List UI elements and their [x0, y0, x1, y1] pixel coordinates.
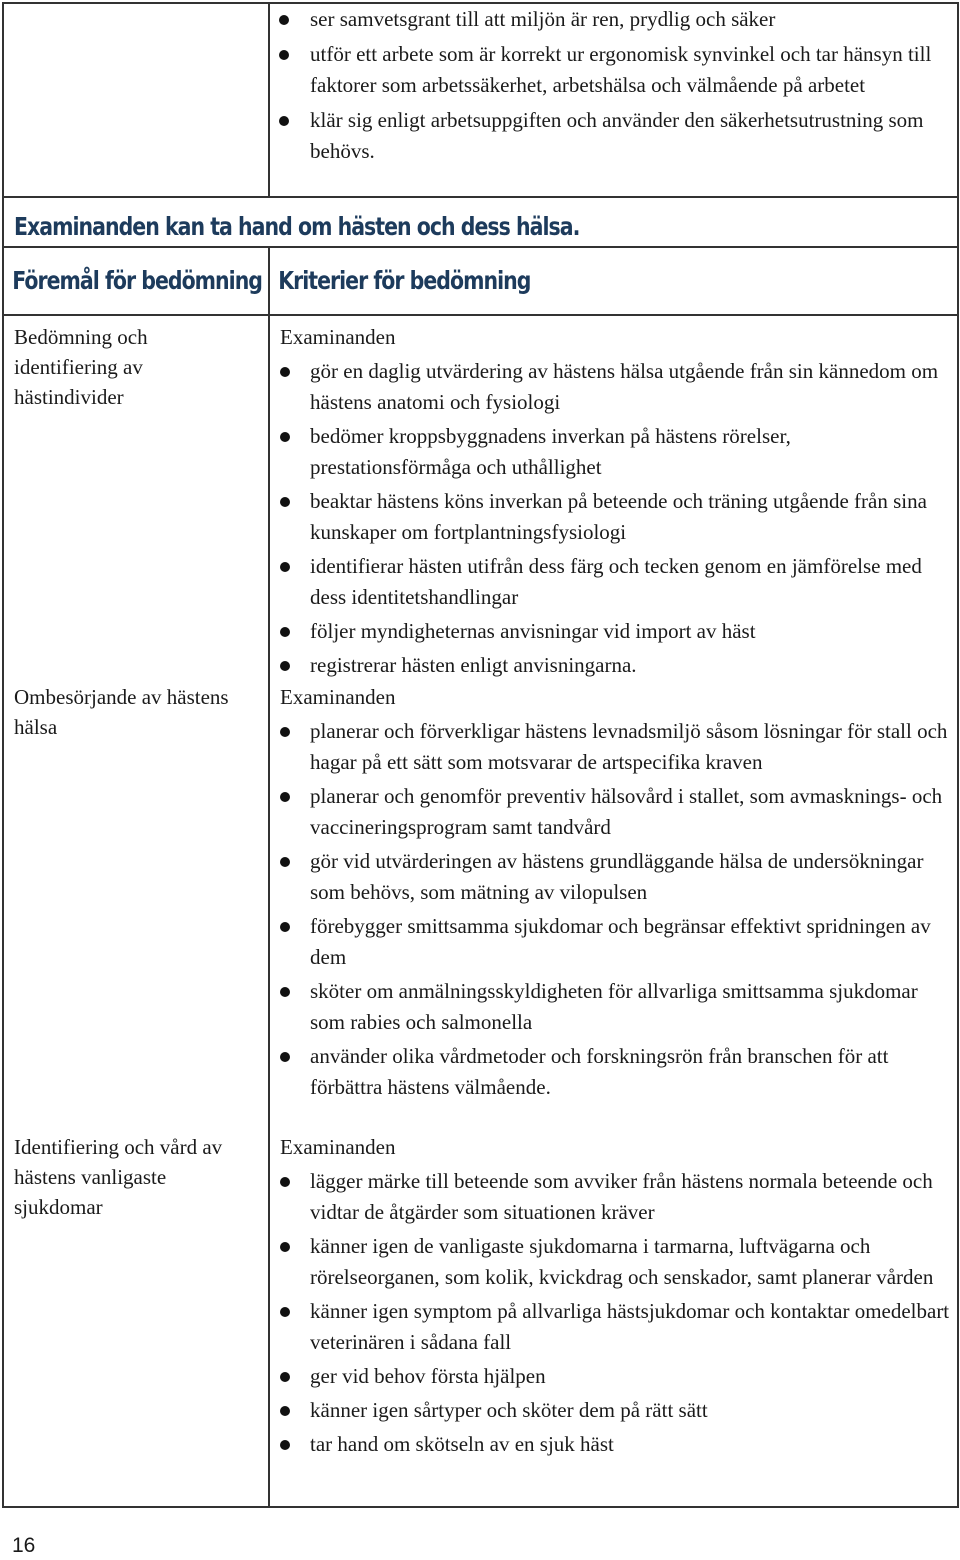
list-item: ser samvetsgrant till att miljön är ren, prydlig och säker	[270, 4, 957, 35]
subject-column	[3, 315, 269, 1507]
list-item: klär sig enligt arbetsuppgiften och använder den säkerhetsutrustning som behövs.	[270, 105, 957, 167]
list-item: ger vid behov första hjälpen	[280, 1361, 950, 1392]
list-item: planerar och genomför preventiv hälsovård i stallet, som avmasknings- och vaccineringsprogram samt tandvård	[280, 781, 950, 843]
list-item: registrerar hästen enligt anvisningarna.	[280, 650, 950, 681]
subject-item: Bedömning och identifiering av hästindivider	[14, 325, 148, 409]
criteria-list	[280, 1166, 950, 1460]
subject-item: Identifiering och vård av hästens vanligaste sjukdomar	[14, 1135, 223, 1219]
criteria-column-header: Kriterier för bedömning	[278, 266, 531, 295]
subject-column-header: Föremål för bedömning	[12, 266, 263, 295]
criteria-list	[280, 716, 950, 1103]
list-item: förebygger smittsamma sjukdomar och begränsar effektivt spridningen av dem	[280, 911, 950, 973]
list-item: känner igen sårtyper och sköter dem på rätt sätt	[280, 1395, 950, 1426]
top-right-cell	[269, 3, 958, 197]
top-left-empty-cell	[3, 3, 269, 197]
list-item: känner igen symptom på allvarliga hästsjukdomar och kontaktar omedelbart veterinären i sådana fall	[280, 1296, 950, 1358]
top-continuation-row	[3, 3, 958, 197]
subject-header-cell	[3, 247, 269, 315]
list-item: bedömer kroppsbyggnadens inverkan på hästens rörelser, prestationsförmåga och uthållighet	[280, 421, 950, 483]
list-item: följer myndigheternas anvisningar vid import av häst	[280, 616, 950, 647]
list-item: tar hand om skötseln av en sjuk häst	[280, 1429, 950, 1460]
subject-item: Ombesörjande av hästens hälsa	[14, 685, 229, 739]
criteria-intro: Examinanden	[280, 685, 396, 709]
top-bullet-list	[270, 4, 957, 167]
criteria-intro: Examinanden	[280, 1135, 396, 1159]
criteria-column	[269, 315, 958, 1507]
list-item: sköter om anmälningsskyldigheten för allvarliga smittsamma sjukdomar som rabies och salmonella	[280, 976, 950, 1038]
criteria-intro: Examinanden	[280, 325, 396, 349]
list-item: lägger märke till beteende som avviker från hästens normala beteende och vidtar de åtgärder som situationen kräver	[280, 1166, 950, 1228]
criteria-group	[280, 322, 950, 684]
section-heading-cell	[3, 197, 958, 247]
assessment-table	[2, 2, 959, 1508]
section-heading: Examinanden kan ta hand om hästen och dess hälsa.	[14, 212, 580, 241]
list-item: identifierar hästen utifrån dess färg och tecken genom en jämförelse med dess identitetshandlingar	[280, 551, 950, 613]
column-header-row	[3, 247, 958, 315]
list-item: gör en daglig utvärdering av hästens hälsa utgående från sin kännedom om hästens anatomi och fysiologi	[280, 356, 950, 418]
list-item: gör vid utvärderingen av hästens grundläggande hälsa de undersökningar som behövs, som mätning av vilopulsen	[280, 846, 950, 908]
list-item: beaktar hästens köns inverkan på beteende och träning utgående från sina kunskaper om fortplantningsfysiologi	[280, 486, 950, 548]
list-item: utför ett arbete som är korrekt ur ergonomisk synvinkel och tar hänsyn till faktorer som arbetssäkerhet, arbetshälsa och välmående på arbetet	[270, 39, 957, 101]
section-heading-row	[3, 197, 958, 247]
list-item: känner igen de vanligaste sjukdomarna i tarmarna, luftvägarna och rörelseorganen, som kolik, kvickdrag och senskador, samt planerar vården	[280, 1231, 950, 1293]
criteria-list	[280, 356, 950, 681]
criteria-group	[280, 1132, 950, 1463]
criteria-header-cell	[269, 247, 958, 315]
page-number: 16	[12, 1534, 36, 1557]
list-item: planerar och förverkligar hästens levnadsmiljö såsom lösningar för stall och hagar på ett sätt som motsvarar de artspecifika kraven	[280, 716, 950, 778]
criteria-group	[280, 682, 950, 1106]
list-item: använder olika vårdmetoder och forskningsrön från branschen för att förbättra hästens välmående.	[280, 1041, 950, 1103]
criteria-body-row	[3, 315, 958, 1507]
